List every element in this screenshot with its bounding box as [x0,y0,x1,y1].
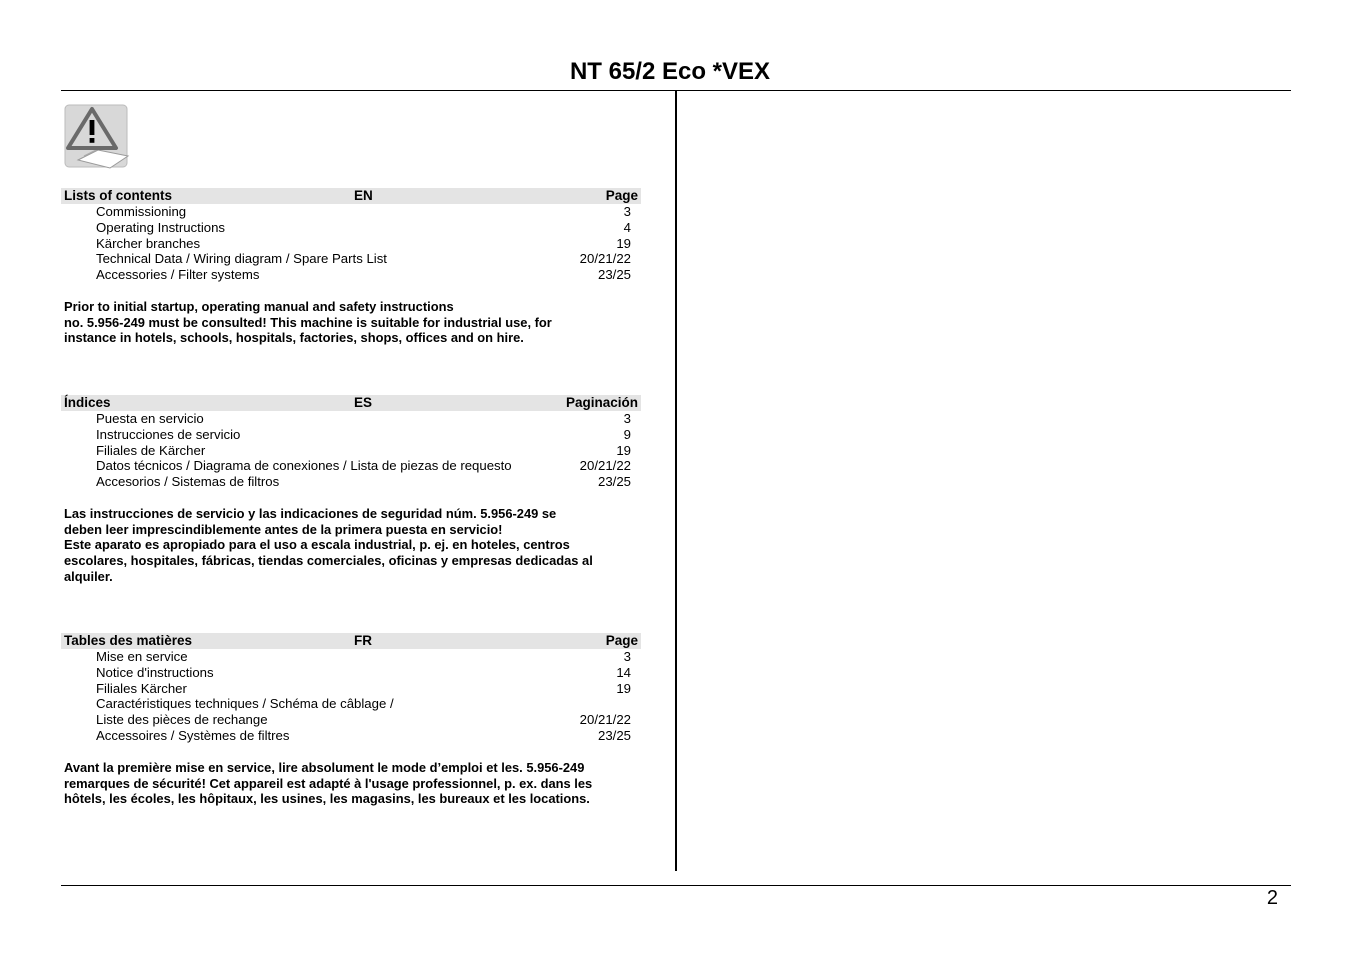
toc-header [61,188,641,204]
toc-row-page: 4 [623,219,631,235]
toc-row-page: 3 [623,204,631,219]
toc-page-label: Paginación [565,395,638,410]
toc-row [61,649,641,665]
toc-language: ES [354,395,373,410]
toc-row-label: Kärcher branches [96,235,201,251]
toc-row [61,728,641,744]
toc-row-page: 19 [616,442,631,458]
toc-row-page: 23/25 [597,267,631,283]
toc-row [61,251,641,267]
column-divider [675,91,677,871]
footer-rule [61,885,1291,886]
toc-row-page: 20/21/22 [579,712,631,728]
toc-row-label: Notice d'instructions [96,664,214,680]
toc-row-label: Accessoires / Systèmes de filtres [96,727,290,743]
safety-note-es: Las instrucciones de servicio y las indicaciones de seguridad núm. 5.956-249 se deben leer imprescindiblemente antes de la primera puesta en servicio! Este aparato es apropiado para el uso a escala industrial, p. ej. en hoteles, centros escolares, hospitales, fábricas, tiendas comerciales, oficinas y empresas dedicadas al alquiler. [64,506,593,584]
toc-row-label: Caractéristiques techniques / Schéma de câblage / [96,696,394,712]
toc-heading: Índices [64,395,111,410]
page-number: 2 [1266,887,1278,909]
toc-row-page: 3 [623,649,631,664]
toc-row [61,204,641,220]
toc-row-label: Commissioning [96,204,187,219]
toc-row [61,458,641,474]
toc-row-label: Liste des pièces de rechange [96,712,268,728]
toc-page-label: Page [605,633,638,648]
toc-section-es [61,395,641,490]
toc-row [61,220,641,236]
warning-manual-icon [64,104,130,170]
toc-row [61,443,641,459]
toc-row-page: 14 [616,664,631,680]
toc-heading: Tables des matières [64,633,193,648]
toc-heading: Lists of contents [64,188,173,203]
page-title: NT 65/2 Eco *VEX [569,58,771,85]
toc-row-page: 19 [616,235,631,251]
toc-row-label: Filiales de Kärcher [96,442,206,458]
toc-row-label: Puesta en servicio [96,411,204,426]
toc-section-en [61,188,641,283]
toc-row-page: 20/21/22 [579,458,631,474]
toc-row-page: 3 [623,411,631,426]
toc-row-page: 19 [616,680,631,696]
toc-row [61,236,641,252]
safety-note-fr: Avant la première mise en service, lire absolument le mode d’emploi et les. 5.956-249 remarques de sécurité! Cet appareil est adapté à l'usage professionnel, p. ex. dans les hôtels, les écoles, les hôpitaux, les usines, les magasins, les bureaux et les locations. [64,760,593,807]
toc-header [61,633,641,649]
toc-row-label: Instrucciones de servicio [96,426,241,442]
toc-row [61,474,641,490]
toc-row [61,712,641,728]
toc-row [61,696,641,712]
toc-row-page: 9 [623,426,631,442]
toc-row-label: Datos técnicos / Diagrama de conexiones / Lista de piezas de requesto [96,458,512,474]
toc-language: FR [354,633,372,648]
toc-row [61,267,641,283]
toc-language: EN [354,188,373,203]
toc-row-label: Technical Data / Wiring diagram / Spare Parts List [96,251,387,267]
toc-header [61,395,641,411]
toc-row [61,681,641,697]
toc-row-label: Operating Instructions [96,219,226,235]
toc-section-fr [61,633,641,744]
toc-row-page: 23/25 [597,727,631,743]
toc-row [61,665,641,681]
toc-row-page: 20/21/22 [579,251,631,267]
toc-row-label: Accessories / Filter systems [96,267,260,283]
toc-row-label: Filiales Kärcher [96,680,187,696]
toc-row-page: 23/25 [597,474,631,490]
toc-row [61,411,641,427]
toc-row-label: Accesorios / Sistemas de filtros [96,474,280,490]
toc-page-label: Page [605,188,638,203]
toc-row-label: Mise en service [96,649,188,664]
safety-note-en: Prior to initial startup, operating manual and safety instructions no. 5.956-249 must be consulted! This machine is suitable for industrial use, for instance in hotels, schools, hospitals, factories, shops, offices and on hire. [64,299,552,346]
toc-row [61,427,641,443]
